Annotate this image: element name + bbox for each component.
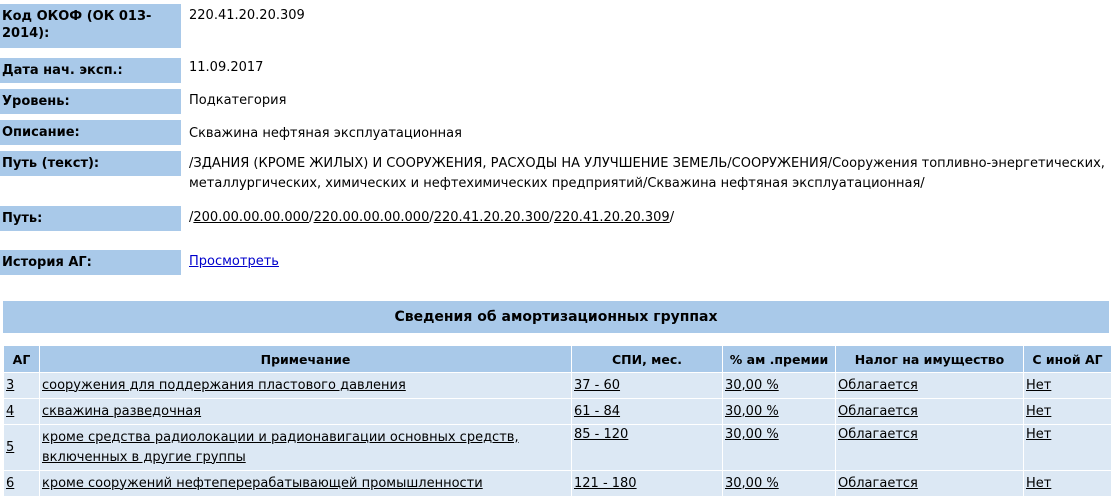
tax-link[interactable]: Облагается (838, 427, 918, 442)
cell-other (1024, 471, 1112, 497)
premium-link[interactable]: 30,00 % (725, 377, 779, 393)
cell-spi (572, 425, 723, 471)
history-value (189, 252, 1109, 272)
spi-link[interactable]: 85 - 120 (574, 427, 629, 442)
note-link[interactable]: скважина разведочная (42, 403, 202, 419)
cell-premium (723, 399, 836, 425)
table-row (4, 471, 1112, 497)
path-sep: / (189, 210, 194, 225)
other-link[interactable]: Нет (1026, 427, 1052, 442)
path-text-label: Путь (текст): (0, 151, 181, 176)
path-link-200[interactable]: 200.00.00.00.000 (193, 210, 310, 225)
header-spi: СПИ, мес. (572, 346, 723, 373)
ag-link[interactable]: 6 (6, 475, 15, 491)
path-label: Путь: (0, 206, 181, 231)
okof-value: 220.41.20.20.309 (189, 8, 305, 23)
cell-spi (572, 373, 723, 399)
path-link-220[interactable]: 220.00.00.00.000 (313, 210, 430, 225)
header-note: Примечание (40, 346, 572, 373)
cell-spi (572, 471, 723, 497)
cell-ag (4, 373, 40, 399)
note-link[interactable]: кроме средства радиолокации и радионавигации основных средств, включенных в другие группы (42, 429, 519, 465)
table-row (4, 373, 1112, 399)
cell-tax (836, 399, 1024, 425)
premium-link[interactable]: 30,00 % (725, 475, 779, 491)
cell-spi (572, 399, 723, 425)
cell-note (40, 425, 572, 471)
date-label: Дата нач. эксп.: (0, 58, 181, 83)
path-link-220-300[interactable]: 220.41.20.20.300 (433, 210, 550, 225)
cell-other (1024, 399, 1112, 425)
note-link[interactable]: кроме сооружений нефтеперерабатывающей промышленности (42, 475, 483, 491)
cell-premium (723, 471, 836, 497)
tax-link[interactable]: Облагается (838, 377, 918, 393)
section-title: Сведения об амортизационных группах (3, 301, 1109, 333)
cell-other (1024, 373, 1112, 399)
history-view-link[interactable]: Просмотреть (189, 254, 279, 269)
path-link-220-309[interactable]: 220.41.20.20.309 (553, 210, 670, 225)
cell-other (1024, 425, 1112, 471)
cell-premium (723, 373, 836, 399)
path-sep: / (549, 210, 554, 225)
cell-ag (4, 425, 40, 471)
level-label: Уровень: (0, 89, 181, 114)
cell-note (40, 471, 572, 497)
level-value: Подкатегория (189, 93, 287, 108)
description-value: Скважина нефтяная эксплуатационная (189, 126, 462, 141)
groups-table (3, 345, 1112, 497)
cell-ag (4, 399, 40, 425)
ag-link[interactable]: 5 (6, 439, 15, 455)
tax-link[interactable]: Облагается (838, 475, 918, 491)
premium-link[interactable]: 30,00 % (725, 427, 779, 442)
header-ag: АГ (4, 346, 40, 373)
path-sep: / (309, 210, 314, 225)
other-link[interactable]: Нет (1026, 403, 1052, 419)
cell-tax (836, 471, 1024, 497)
tax-link[interactable]: Облагается (838, 403, 918, 419)
header-premium: % ам .премии (723, 346, 836, 373)
cell-note (40, 373, 572, 399)
path-links (189, 208, 1109, 228)
path-sep: / (669, 210, 675, 225)
spi-link[interactable]: 121 - 180 (574, 475, 637, 491)
cell-premium (723, 425, 836, 471)
cell-note (40, 399, 572, 425)
spi-link[interactable]: 61 - 84 (574, 403, 621, 419)
date-value: 11.09.2017 (189, 60, 264, 75)
table-header-row (4, 346, 1112, 373)
path-sep: / (429, 210, 434, 225)
premium-link[interactable]: 30,00 % (725, 403, 779, 419)
ag-link[interactable]: 4 (6, 403, 15, 419)
other-link[interactable]: Нет (1026, 377, 1052, 393)
header-tax: Налог на имущество (836, 346, 1024, 373)
other-link[interactable]: Нет (1026, 475, 1052, 491)
history-label: История АГ: (0, 250, 181, 275)
table-row (4, 425, 1112, 471)
ag-link[interactable]: 3 (6, 377, 15, 393)
note-link[interactable]: сооружения для поддержания пластового давления (42, 377, 406, 393)
path-text-value: /ЗДАНИЯ (КРОМЕ ЖИЛЫХ) И СООРУЖЕНИЯ, РАСХОДЫ НА УЛУЧШЕНИЕ ЗЕМЕЛЬ/СООРУЖЕНИЯ/Сооружения топливно-энергетических, металлургических, химических и нефтехимических предприятий/Скважина нефтяная эксплуатационная/ (189, 156, 1105, 191)
okof-label: Код ОКОФ (ОК 013-2014): (0, 4, 181, 48)
table-row (4, 399, 1112, 425)
spi-link[interactable]: 37 - 60 (574, 377, 621, 393)
header-other: С иной АГ (1024, 346, 1112, 373)
description-label: Описание: (0, 120, 181, 145)
cell-ag (4, 471, 40, 497)
cell-tax (836, 373, 1024, 399)
cell-tax (836, 425, 1024, 471)
